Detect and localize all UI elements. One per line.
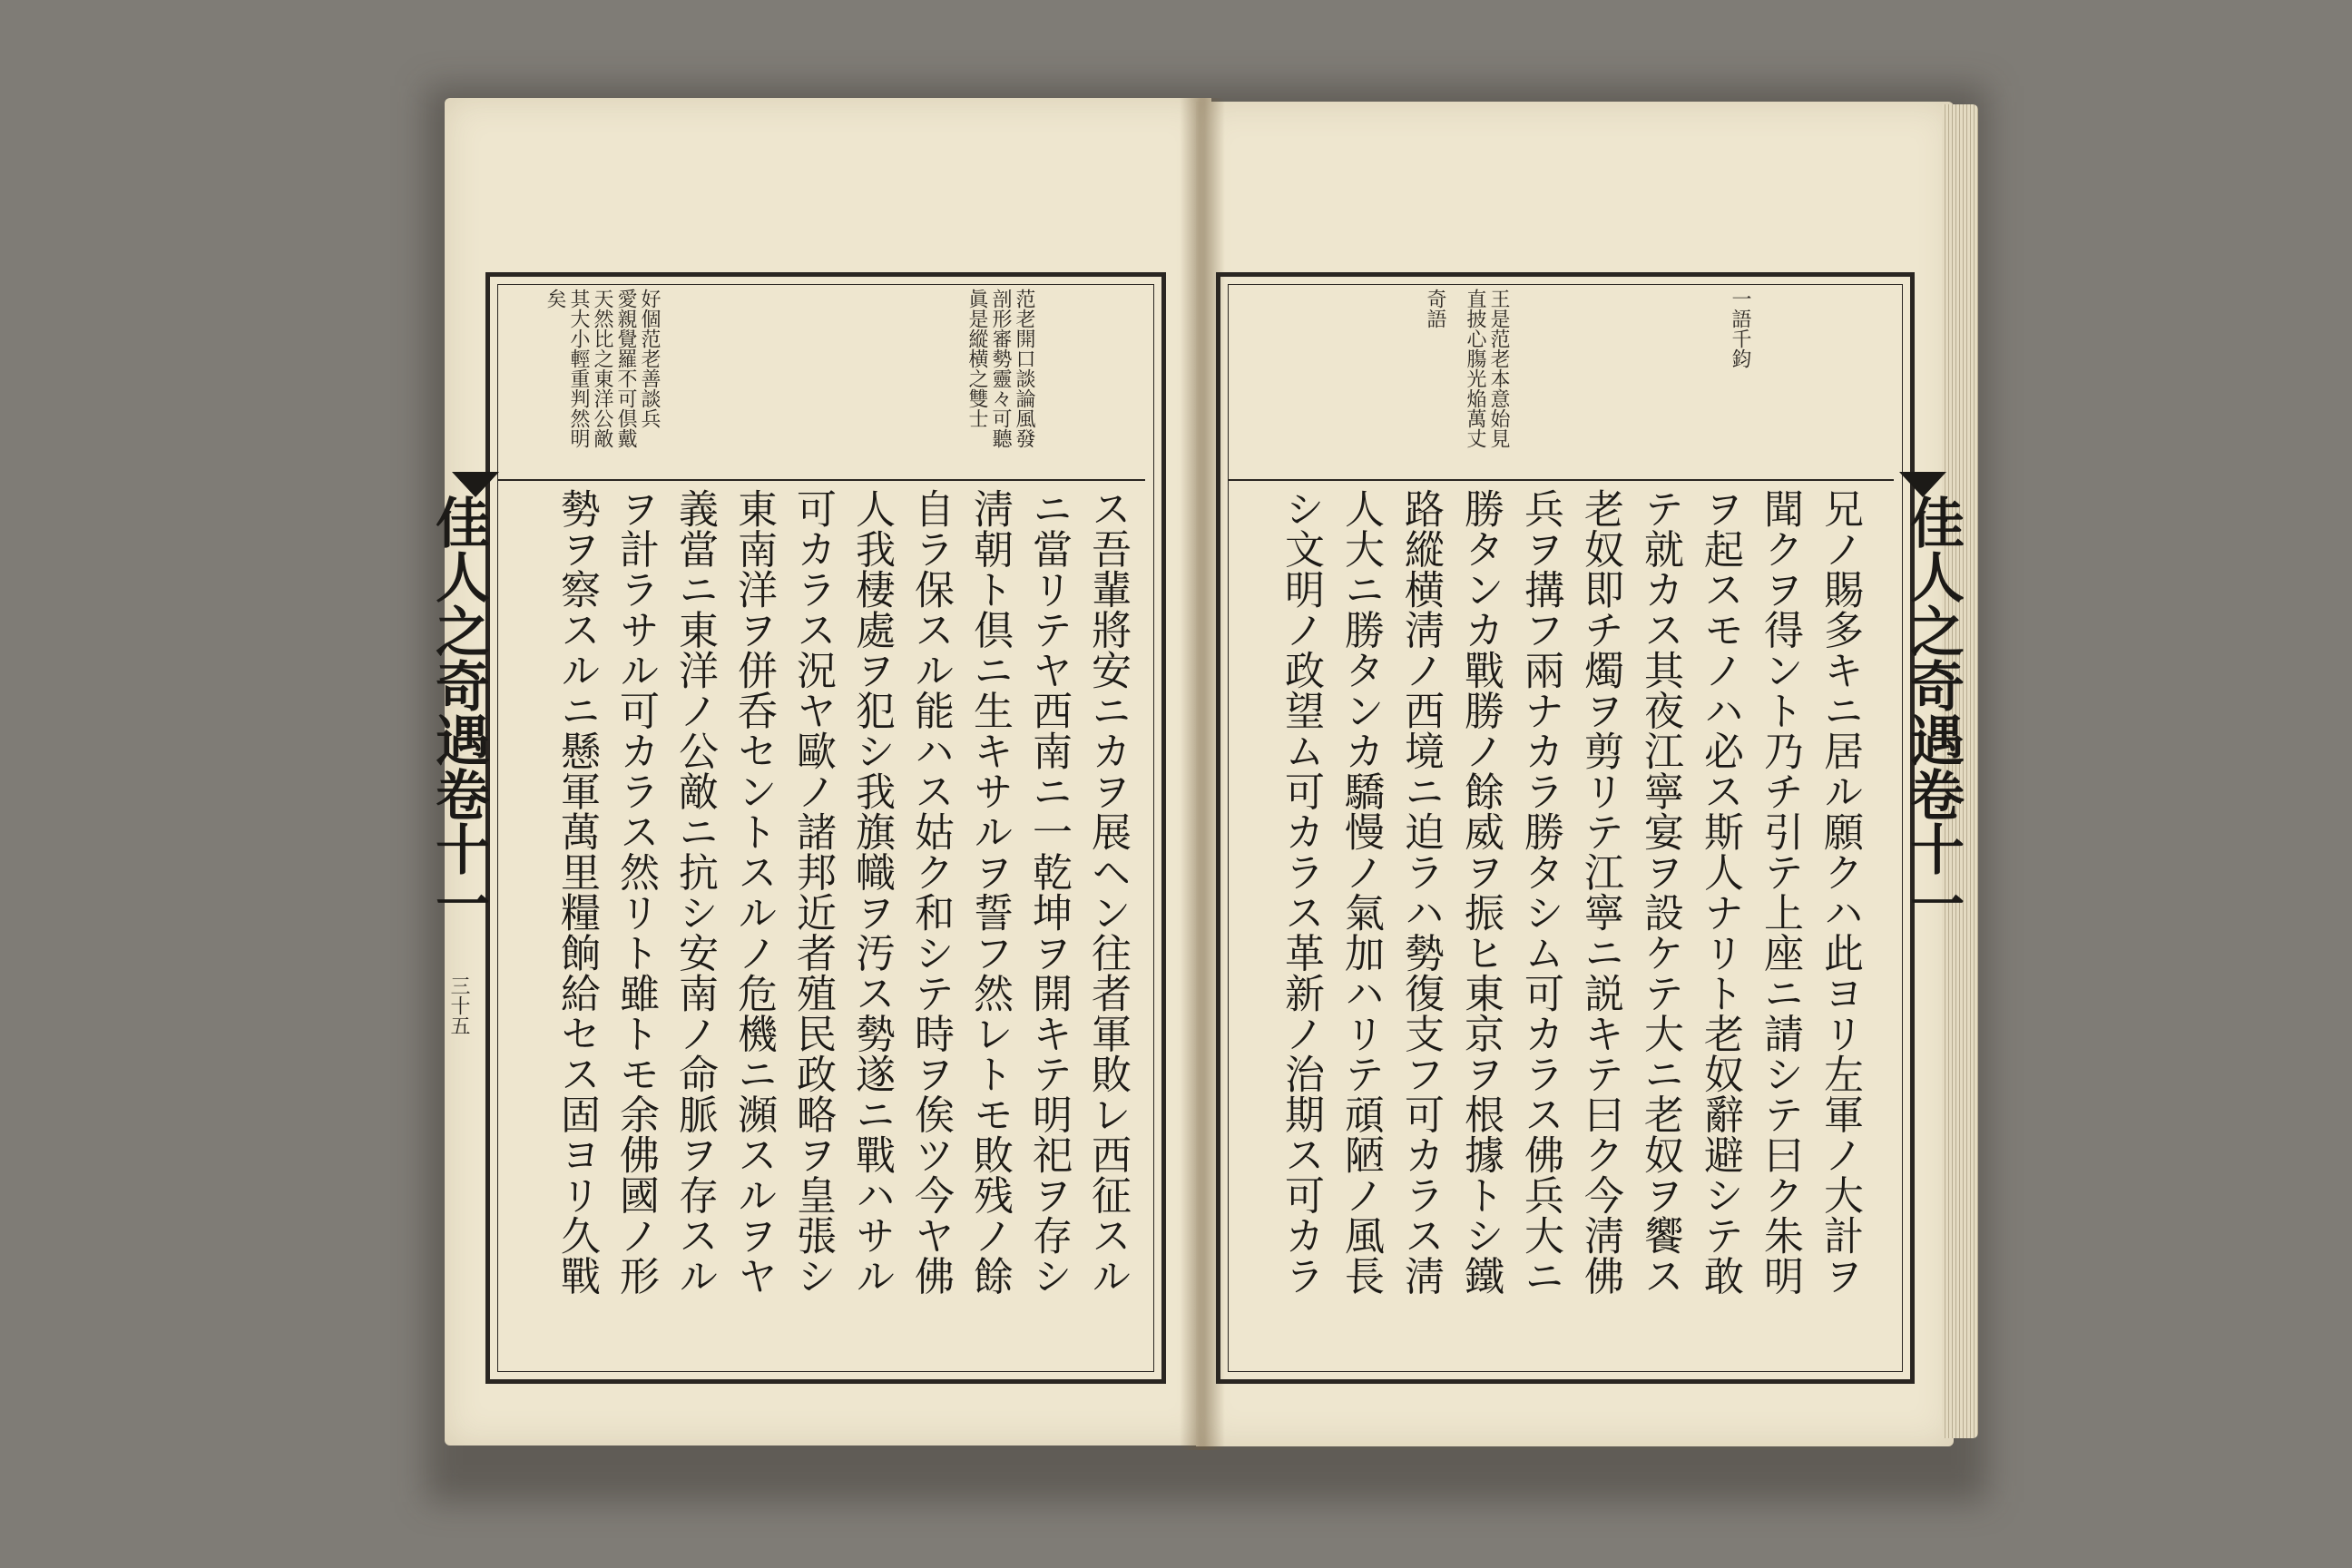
left-note-2: 剖形審勢靈々可聽: [989, 289, 1012, 448]
left-body-col-8: 義當ニ東洋ノ公敵ニ抗シ安南ノ命脈ヲ存スル: [671, 488, 718, 1296]
left-body-col-5: 人我棲處ヲ犯シ我旗幟ヲ汚ス勢遂ニ戰ハサル: [848, 488, 895, 1296]
right-body-col-5: 老奴即チ燭ヲ剪リテ江寧ニ説キテ曰ク今淸佛: [1577, 488, 1623, 1296]
right-note-divider: [1228, 479, 1894, 481]
right-fishtail-mark: [1899, 472, 1946, 497]
right-running-title: 佳人之奇遇卷十一: [1901, 495, 1965, 930]
right-body-col-8: 路縱横淸ノ西境ニ迫ラハ勢復支フ可カラス淸: [1397, 488, 1444, 1296]
left-running-title: 佳人之奇遇卷十一: [426, 495, 490, 930]
left-body-col-4: 自ラ保スル能ハス姑ク和シテ時ヲ俟ツ今ヤ佛: [907, 488, 954, 1296]
left-body-col-6: 可カラス況ヤ歐ノ諸邦近者殖民政略ヲ皇張シ: [789, 488, 836, 1296]
right-body-col-7: 勝タンカ戰勝ノ餘威ヲ振ヒ東京ヲ根據トシ鐵: [1457, 488, 1504, 1296]
left-body-col-2: ニ當リテヤ西南ニ一乾坤ヲ開キテ明祀ヲ存シ: [1025, 488, 1072, 1296]
left-body-col-9: ヲ計ラサル可カラス然リト雖トモ余佛國ノ形: [612, 488, 659, 1296]
left-body-col-3: 淸朝ト倶ニ生キサルヲ誓フ然レトモ敗残ノ餘: [966, 488, 1013, 1296]
right-body-col-2: 聞クヲ得ント乃チ引テ上座ニ請シテ曰ク朱明: [1757, 488, 1803, 1296]
left-note-6: 天然比之東洋公敵: [591, 289, 613, 448]
left-note-3: 眞是縱横之雙士: [965, 289, 988, 428]
right-note-3: 直披心膓光焔萬丈: [1464, 289, 1486, 448]
left-note-5: 愛親覺羅不可倶戴: [614, 289, 637, 448]
left-body-col-7: 東南洋ヲ併呑セントスルノ危機ニ瀕スルヲヤ: [730, 488, 777, 1296]
left-note-7: 其大小輕重判然明: [567, 289, 590, 448]
right-body-col-10: シ文明ノ政望ム可カラス革新ノ治期ス可カラ: [1278, 488, 1324, 1296]
right-body-col-9: 人大ニ勝タンカ驕慢ノ氣加ハリテ頑陋ノ風長: [1338, 488, 1384, 1296]
right-note-1: 一語千鈞: [1729, 289, 1751, 368]
left-body-col-10: 勢ヲ察スルニ懸軍萬里糧餉給セス固ヨリ久戰: [554, 488, 600, 1296]
right-body-col-6: 兵ヲ搆フ兩ナカラ勝タシム可カラス佛兵大ニ: [1517, 488, 1563, 1296]
right-body-col-3: ヲ起スモノハ必ス斯人ナリト老奴辭避シテ敢: [1697, 488, 1743, 1296]
left-fishtail-mark: [452, 472, 499, 497]
left-note-1: 范老開口談論風發: [1013, 289, 1035, 448]
left-note-divider: [497, 479, 1145, 481]
left-note-8: 矣: [544, 289, 566, 309]
left-body-col-1: ス吾輩將安ニカヲ展ヘン往者軍敗レ西征スル: [1084, 488, 1131, 1296]
right-note-2: 王是范老本意始見: [1487, 289, 1510, 448]
right-body-col-1: 兄ノ賜多キニ居ル願クハ此ヨリ左軍ノ大計ヲ: [1817, 488, 1863, 1296]
right-body-col-4: テ就カス其夜江寧宴ヲ設ケテ大ニ老奴ヲ饗ス: [1637, 488, 1683, 1296]
left-folio: 三十五: [447, 975, 470, 1035]
left-note-4: 好個范老善談兵: [638, 289, 661, 428]
right-note-4: 奇語: [1424, 289, 1446, 328]
